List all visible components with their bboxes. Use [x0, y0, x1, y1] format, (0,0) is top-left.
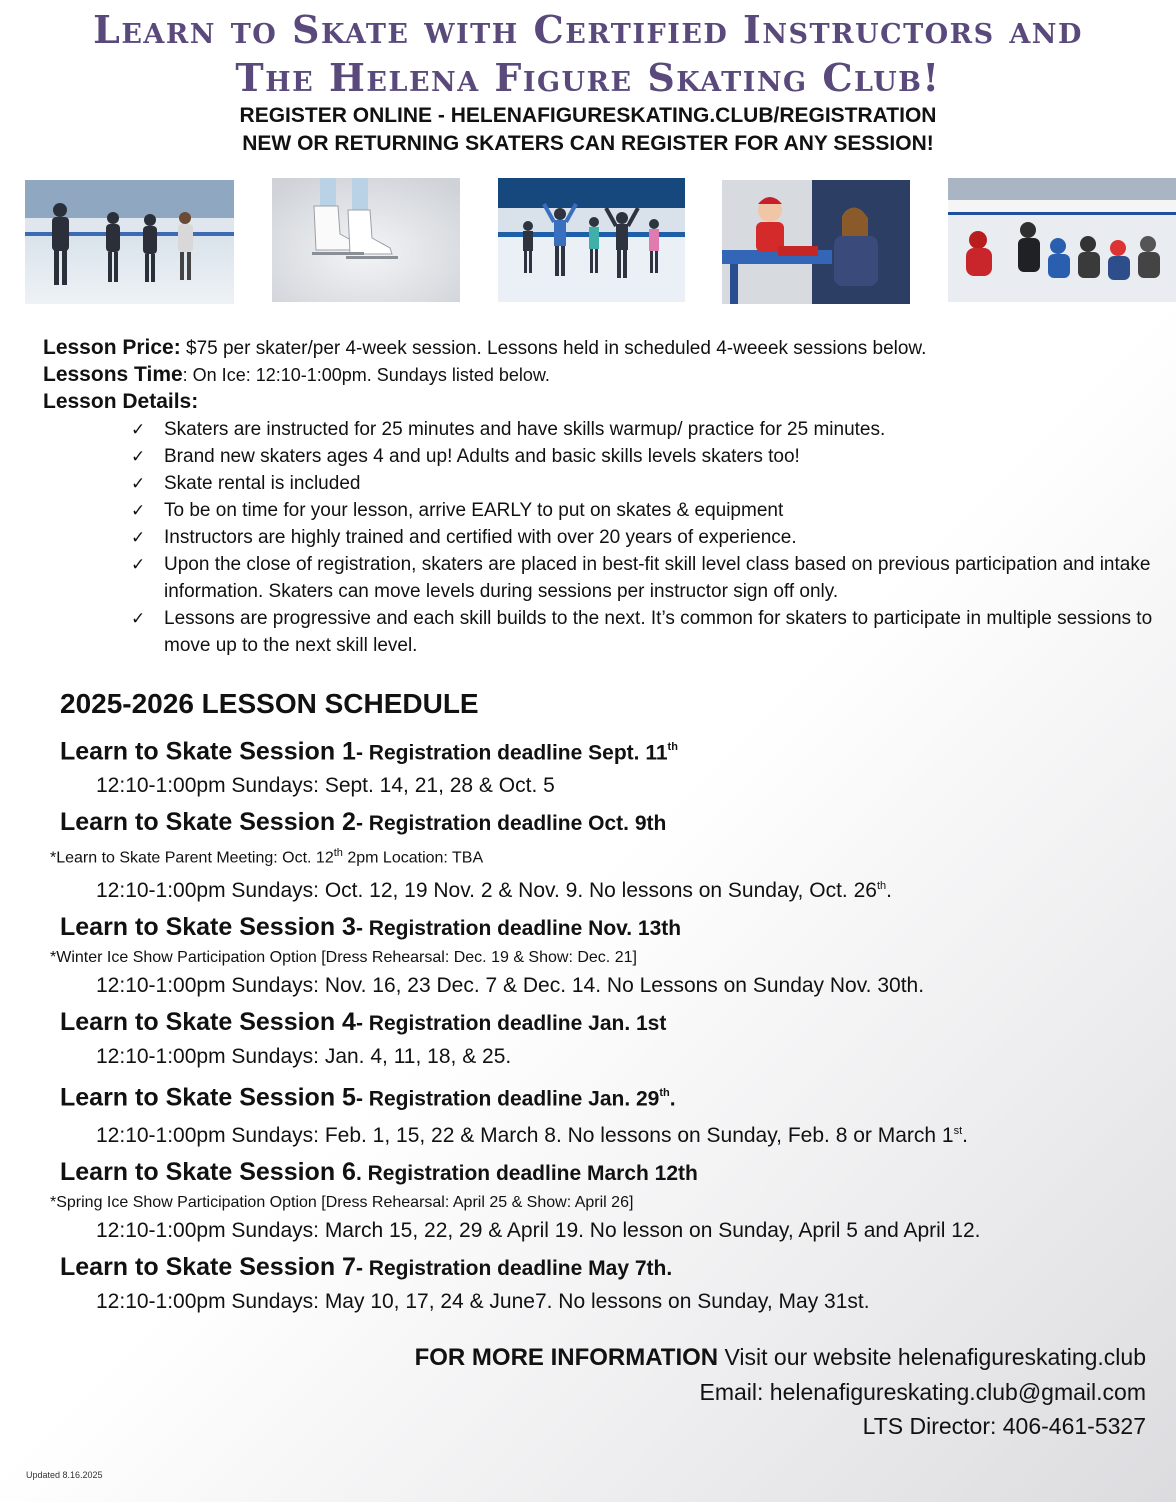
session-1-heading: Learn to Skate Session 1- Registration deadline Sept. 11th [60, 737, 678, 766]
details-label: Lesson Details: [43, 390, 199, 413]
time-text: : On Ice: 12:10-1:00pm. Sundays listed below. [182, 365, 550, 385]
checkmark-icon: ✓ [131, 528, 146, 547]
price-label: Lesson Price: [43, 336, 181, 359]
list-item: ✓ Brand new skaters ages 4 and up! Adults and basic skills levels skaters too! [43, 443, 1163, 470]
website-text: Visit our website helenafigureskating.club [718, 1344, 1146, 1370]
session-7-heading: Learn to Skate Session 7- Registration deadline May 7th. [60, 1252, 673, 1281]
session-6-dates: 12:10-1:00pm Sundays: March 15, 22, 29 & April 19. No lesson on Sunday, April 5 and April 12. [96, 1218, 981, 1242]
session-6-note: *Spring Ice Show Participation Option [Dress Rehearsal: April 25 & Show: April 26] [50, 1193, 634, 1211]
session-5-dates: 12:10-1:00pm Sundays: Feb. 1, 15, 22 & March 8. No lessons on Sunday, Feb. 8 or March 1st. [96, 1123, 968, 1147]
lesson-time [43, 362, 1163, 389]
session-3-note: *Winter Ice Show Participation Option [Dress Rehearsal: Dec. 19 & Show: Dec. 21] [50, 948, 637, 966]
lesson-schedule [50, 686, 1160, 1321]
photo-family-skating [25, 180, 234, 304]
title-line-2: The Helena Figure Skating Club! [235, 55, 941, 100]
price-text: $75 per skater/per 4-week session. Lessons held in scheduled 4-weeek sessions below. [180, 338, 927, 359]
session-4-dates: 12:10-1:00pm Sundays: Jan. 4, 11, 18, & 25. [96, 1044, 512, 1068]
lesson-price [43, 335, 1163, 362]
session-6-heading: Learn to Skate Session 6. Registration deadline March 12th [60, 1157, 698, 1186]
checkmark-icon: ✓ [131, 555, 146, 574]
lesson-details-heading [43, 389, 1163, 416]
list-item: ✓ Skate rental is included [43, 470, 1163, 497]
list-item: ✓ Lessons are progressive and each skill builds to the next. It’s common for skaters to participate in multiple sessions to move up to the next skill level. [43, 605, 1163, 659]
list-item: ✓ Skaters are instructed for 25 minutes and have skills warmup/ practice for 25 minutes. [43, 416, 1163, 443]
session-2-note: *Learn to Skate Parent Meeting: Oct. 12th 2pm Location: TBA [50, 847, 484, 867]
list-item: ✓ Instructors are highly trained and certified with over 20 years of experience. [43, 524, 1163, 551]
photo-white-skates [272, 178, 460, 302]
session-2-dates: 12:10-1:00pm Sundays: Oct. 12, 19 Nov. 2 & Nov. 9. No lessons on Sunday, Oct. 26th. [96, 878, 892, 902]
contact-info [415, 1340, 1146, 1443]
title-line-1: Learn to Skate with Certified Instructors and [93, 7, 1083, 52]
list-item: ✓ Upon the close of registration, skaters are placed in best-fit skill level class based on previous participation and intake information. Skaters can move levels during sessions per instructor sign off only. [43, 551, 1163, 605]
details-bullet-list [43, 416, 1163, 659]
website-line [415, 1340, 1146, 1375]
register-online-line: REGISTER ONLINE - HELENAFIGURESKATING.CLUB/REGISTRATION [239, 104, 937, 127]
checkmark-icon: ✓ [131, 609, 146, 628]
checkmark-icon: ✓ [131, 447, 146, 466]
photo-strip [0, 178, 1176, 303]
list-item: ✓ To be on time for your lesson, arrive EARLY to put on skates & equipment [43, 497, 1163, 524]
updated-date: Updated 8.16.2025 [26, 1470, 103, 1480]
checkmark-icon: ✓ [131, 474, 146, 493]
registration-banner [0, 102, 1176, 158]
more-info-label: FOR MORE INFORMATION [414, 1344, 719, 1371]
session-4-heading: Learn to Skate Session 4- Registration deadline Jan. 1st [60, 1007, 667, 1036]
photo-instructor-lacing [722, 180, 910, 304]
time-label: Lessons Time [43, 363, 183, 386]
flyer-title [0, 6, 1176, 102]
session-7-dates: 12:10-1:00pm Sundays: May 10, 17, 24 & June7. No lessons on Sunday, May 31st. [96, 1289, 870, 1313]
checkmark-icon: ✓ [131, 501, 146, 520]
photo-group-celebrating [498, 178, 685, 302]
schedule-heading: 2025-2026 LESSON SCHEDULE [60, 688, 479, 719]
session-3-heading: Learn to Skate Session 3- Registration deadline Nov. 13th [60, 912, 682, 941]
checkmark-icon: ✓ [131, 420, 146, 439]
session-2-heading: Learn to Skate Session 2- Registration deadline Oct. 9th [60, 808, 667, 837]
email-line: Email: helenafigureskating.club@gmail.com [699, 1379, 1146, 1405]
any-session-line: NEW OR RETURNING SKATERS CAN REGISTER FOR ANY SESSION! [242, 132, 934, 155]
session-1-dates: 12:10-1:00pm Sundays: Sept. 14, 21, 28 & Oct. 5 [96, 774, 555, 798]
lesson-details [43, 335, 1163, 659]
session-3-dates: 12:10-1:00pm Sundays: Nov. 16, 23 Dec. 7 & Dec. 14. No Lessons on Sunday Nov. 30th. [96, 973, 925, 997]
photo-kids-on-ice [948, 178, 1176, 302]
director-phone-line: LTS Director: 406-461-5327 [862, 1413, 1146, 1439]
session-5-heading: Learn to Skate Session 5- Registration deadline Jan. 29th. [60, 1082, 676, 1111]
